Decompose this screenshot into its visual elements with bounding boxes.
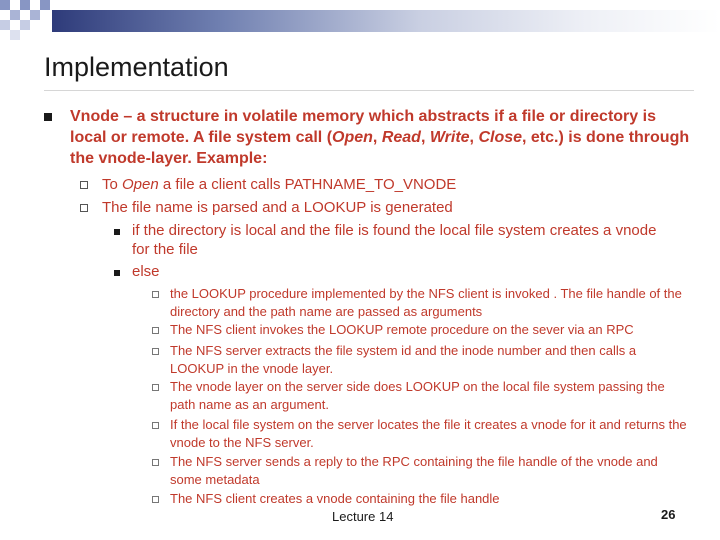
square-bullet-icon (114, 270, 120, 276)
square-bullet-icon (44, 113, 52, 121)
sub-bullet-open: To Open a file a client calls PATHNAME_TO_VNODE (102, 176, 457, 193)
level4-item: the LOOKUP procedure implemented by the NFS client is invoked . The file handle of the directory and the path name are passed as arguments (170, 286, 682, 319)
level3-item: if the directory is local and the file is found the local file system creates a vnode for the file (132, 222, 657, 258)
level4-item: The NFS server sends a reply to the RPC containing the file handle of the vnode and some metadata (170, 454, 658, 487)
hollow-square-bullet-icon (152, 327, 159, 334)
main-bullet-text: Vnode – a structure in volatile memory which abstracts if a file or directory is local or remote. A file system call (Open, Read, Write, Close, etc.) is done through the vnode-layer. Example: (70, 108, 690, 167)
hollow-square-bullet-icon (152, 496, 159, 503)
footer-text: Lecture 14 (332, 509, 394, 524)
page-number: 26 (661, 507, 676, 522)
level4-item: The NFS client creates a vnode containing the file handle (170, 491, 500, 506)
square-bullet-icon (114, 229, 120, 235)
hollow-square-bullet-icon (152, 348, 159, 355)
hollow-square-bullet-icon (80, 204, 88, 212)
hollow-square-bullet-icon (152, 291, 159, 298)
level4-item: The NFS server extracts the file system id and the inode number and then calls a LOOKUP in the vnode layer. (170, 343, 637, 376)
header-banner (52, 10, 720, 32)
level4-item: The vnode layer on the server side does LOOKUP on the local file system passing the path name as an argument. (170, 379, 665, 412)
sub-bullet-lookup: The file name is parsed and a LOOKUP is generated (102, 199, 453, 216)
slide-title: Implementation (44, 52, 229, 82)
level3-item: else (132, 263, 160, 280)
title-divider (44, 90, 694, 91)
hollow-square-bullet-icon (152, 422, 159, 429)
level4-item: If the local file system on the server locates the file it creates a vnode for it and returns the vnode to the NFS server. (170, 417, 687, 450)
hollow-square-bullet-icon (152, 384, 159, 391)
checker-decoration (0, 0, 60, 40)
level4-item: The NFS client invokes the LOOKUP remote procedure on the sever via an RPC (170, 322, 634, 337)
hollow-square-bullet-icon (152, 459, 159, 466)
hollow-square-bullet-icon (80, 181, 88, 189)
